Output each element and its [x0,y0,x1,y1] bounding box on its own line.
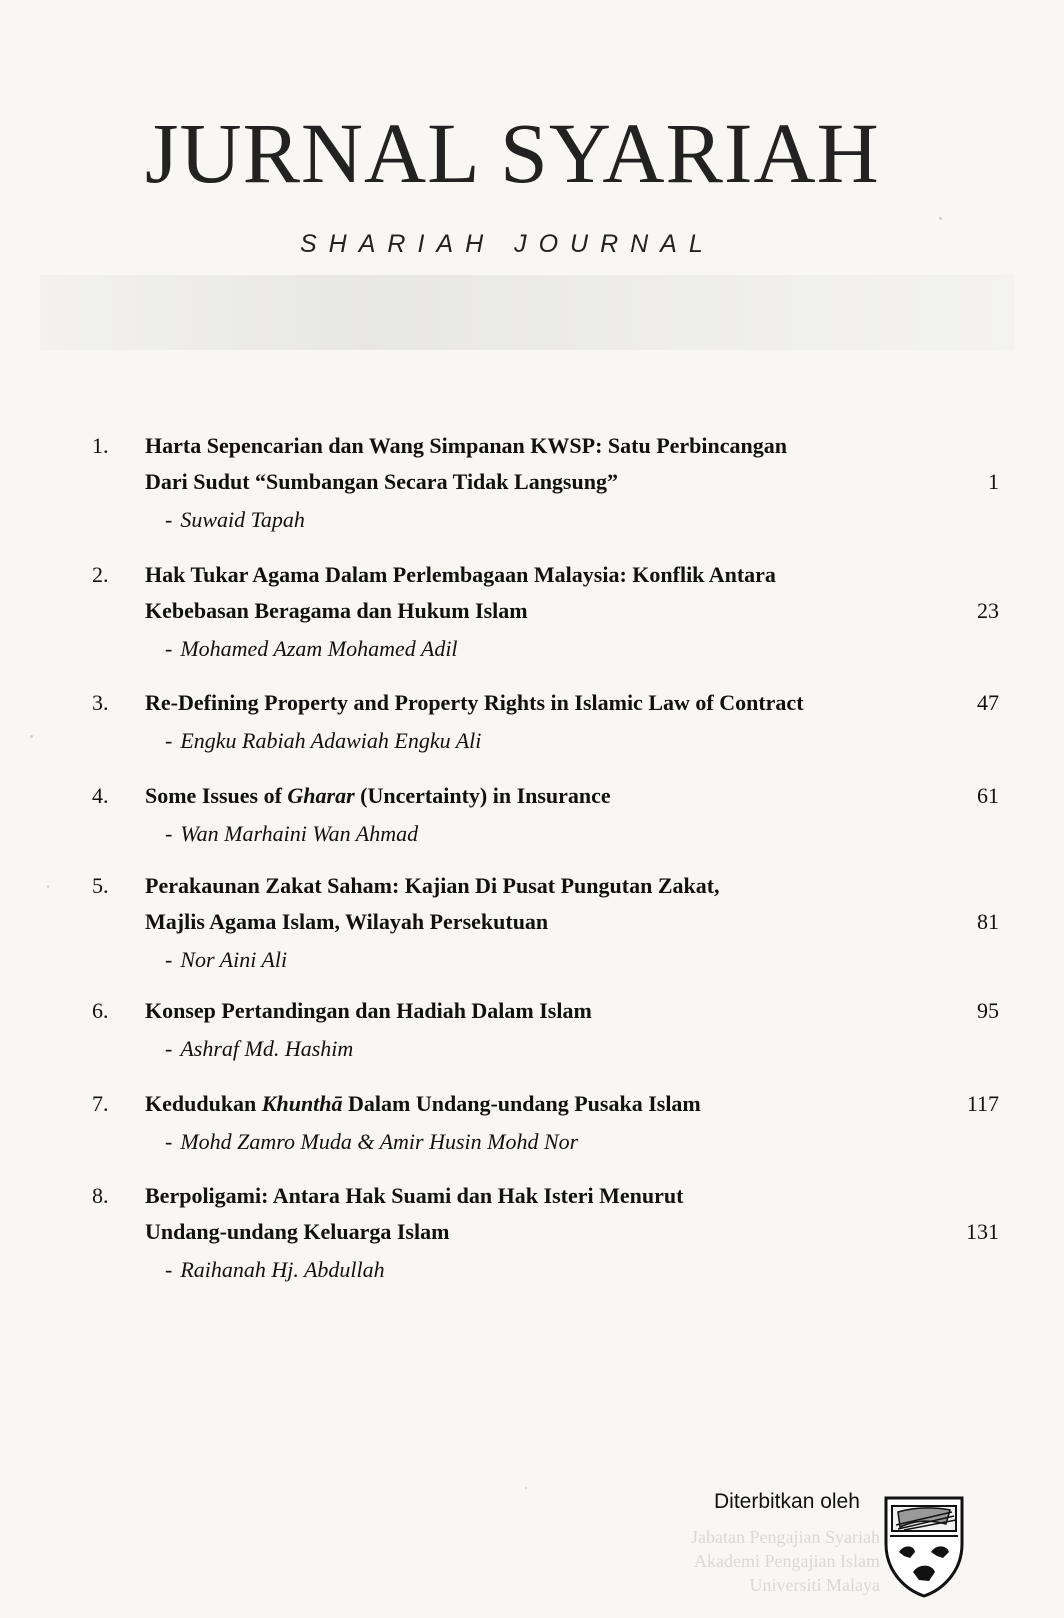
paper-speck [939,217,942,220]
journal-subtitle: SHARIAH JOURNAL [300,230,715,258]
entry-author-text: Raihanah Hj. Abdullah [180,1257,385,1282]
entry-title-line [145,428,905,464]
entry-title-line [145,1214,905,1250]
author-dash: - [165,1257,173,1282]
entry-author [165,723,865,759]
entry-page-number: 131 [966,1219,999,1244]
faded-publisher-text [610,1525,880,1597]
entry-page-number: 81 [977,909,999,934]
entry-author [165,502,865,538]
entry-author [165,1031,865,1067]
entry-author [165,631,865,667]
author-dash: - [165,947,173,972]
entry-title-line [145,904,905,940]
entry-page-number: 47 [977,690,999,715]
entry-title [145,685,905,721]
author-dash: - [165,728,173,753]
entry-title [145,1086,905,1122]
entry-title-line [145,1086,905,1122]
entry-number: 5. [92,873,109,898]
entry-number: 7. [92,1091,109,1116]
faded-publisher-line: Universiti Malaya [749,1575,880,1595]
paper-speck [525,1487,527,1489]
author-dash: - [165,636,173,661]
entry-title-text: Majlis Agama Islam, Wilayah Persekutuan [145,909,549,934]
entry-author-text: Wan Marhaini Wan Ahmad [180,821,419,846]
entry-title-text: Dari Sudut “Sumbangan Secara Tidak Langsung” [145,469,618,494]
entry-title-italic-text: Khunthā [261,1091,343,1116]
entry-title-text: Berpoligami: Antara Hak Suami dan Hak Isteri Menurut [145,1183,684,1208]
entry-author [165,816,865,852]
entry-title [145,557,905,629]
entry-title-line [145,593,905,629]
entry-author-text: Suwaid Tapah [180,507,305,532]
entry-author-text: Ashraf Md. Hashim [180,1036,354,1061]
entry-author-text: Mohamed Azam Mohamed Adil [180,636,458,661]
entry-title-line [145,778,905,814]
university-crest-icon [880,1494,968,1600]
entry-author [165,1252,865,1288]
entry-title [145,1178,905,1250]
author-dash: - [165,507,173,532]
entry-author-text: Nor Aini Ali [180,947,288,972]
entry-number: 8. [92,1183,109,1208]
entry-page-number: 117 [966,1091,999,1116]
entry-title-text: Harta Sepencarian dan Wang Simpanan KWSP: Satu Perbincangan [145,433,787,458]
faded-publisher-line: Jabatan Pengajian Syariah [691,1527,880,1547]
entry-page-number: 1 [988,469,999,494]
entry-author-text: Mohd Zamro Muda & Amir Husin Mohd Nor [180,1129,579,1154]
entry-title-text: Undang-undang Keluarga Islam [145,1219,450,1244]
publisher-label: Diterbitkan oleh [714,1490,860,1513]
entry-page-number: 23 [977,598,999,623]
entry-title-line [145,1178,905,1214]
entry-title-text: Some Issues of [145,783,288,808]
entry-title-line [145,557,905,593]
entry-author [165,1124,865,1160]
entry-title-text: Kedudukan [145,1091,262,1116]
entry-number: 1. [92,433,109,458]
entry-number: 2. [92,562,109,587]
entry-title-text: Konsep Pertandingan dan Hadiah Dalam Islam [145,998,592,1023]
paper-speck [47,885,49,888]
entry-title-line [145,685,905,721]
entry-page-number: 95 [977,998,999,1023]
entry-title-line [145,993,905,1029]
entry-number: 6. [92,998,109,1023]
entry-page-number: 61 [977,783,999,808]
entry-title-text: Dalam Undang-undang Pusaka Islam [342,1091,701,1116]
entry-title [145,993,905,1029]
faded-publisher-line: Akademi Pengajian Islam [694,1551,880,1571]
entry-title-text: (Uncertainty) in Insurance [354,783,611,808]
entry-number: 4. [92,783,109,808]
author-dash: - [165,1129,173,1154]
entry-title [145,778,905,814]
entry-title-text: Perakaunan Zakat Saham: Kajian Di Pusat Pungutan Zakat, [145,873,720,898]
entry-author-text: Engku Rabiah Adawiah Engku Ali [180,728,482,753]
entry-number: 3. [92,690,109,715]
journal-title: JURNAL SYARIAH [145,105,880,201]
entry-title-text: Hak Tukar Agama Dalam Perlembagaan Malaysia: Konflik Antara [145,562,776,587]
author-dash: - [165,821,173,846]
entry-title-line [145,868,905,904]
entry-author [165,942,865,978]
entry-title-text: Re-Defining Property and Property Rights in Islamic Law of Contract [145,690,804,715]
entry-title-italic-text: Gharar [287,783,355,808]
entry-title [145,868,905,940]
entry-title-text: Kebebasan Beragama dan Hukum Islam [145,598,528,623]
entry-title-line [145,464,905,500]
entry-title [145,428,905,500]
author-dash: - [165,1036,173,1061]
paper-speck [30,735,33,738]
